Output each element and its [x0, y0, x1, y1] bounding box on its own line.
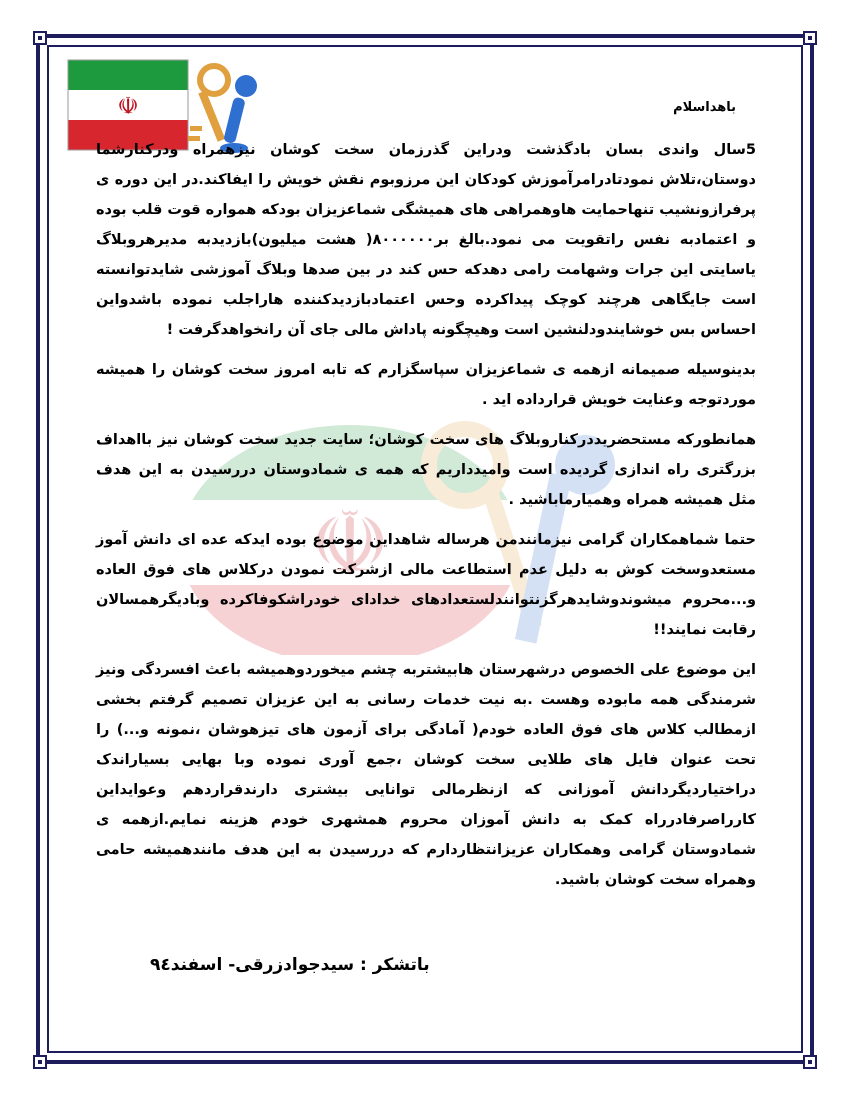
border-corner-bottom-right: [803, 1055, 817, 1069]
paragraph-golden-files: این موضوع علی الخصوص درشهرستان هابیشتربه چشم میخوردوهمیشه باعث افسردگی ونیز شرمندگی همه مابوده وهست .به نیت خدمات رسانی به این عزیزان تصمیم گرفتم بخشی ازمطالب کلاس های فوق العاده خودم( آمادگی برای آزمون های تیزهوشان ،نمونه و...) را تحت عنوان فایل های طلایی سخت کوشان ،جمع آوری نموده وبا بهایی بسیاراندک دراختیاردیگردانش آموزانی که ازنظرمالی توانایی بیشتری دارندقراردهم وعوایداین کارراصرفادرراه کمک به دانش آموزان محروم همشهری خودم هزینه نمایم.ازهمه ی شمادوستان گرامی وهمکاران عزیزانتظاردارم که دررسیدن به این هدف مانندهمیشه حامی وهمراه سخت کوشان باشید.: [96, 662, 756, 888]
paragraph-students: حتما شماهمکاران گرامی نیزمانندمن هرساله شاهداین موضوع بوده ایدکه عده ای دانش آموز مستعدوسخت کوش به دلیل عدم استطاعت مالی ازشرکت نمودن درکلاس های فوق العاده و...محروم میشوندوشایدهرگزنتوانندلستعدادهای خدادای خودراشکوفاکرده وبادیگرهمسالان رقابت نمایند!!: [96, 532, 756, 638]
border-corner-top-left: [33, 31, 47, 45]
svg-text:☫: ☫: [117, 92, 139, 120]
paragraph-new-site: همانطورکه مستحضریددرکناروبلاگ های سخت کوشان؛ سایت جدید سخت کوشان نیز بااهداف بزرگتری راه اندازی گردیده است وامیدداریم که همه ی شمادوستان دررسیدن به این هدف مثل همیشه همراه وهمیارماباشید .: [96, 432, 756, 508]
svg-text:☫: ☫: [309, 492, 391, 597]
border-corner-bottom-left: [33, 1055, 47, 1069]
letter-body: [96, 100, 756, 905]
paragraph-thanks: بدینوسیله صمیمانه ازهمه ی شماعزیزان سپاسگزارم که تابه امروز سخت کوشان را همیشه موردتوجه وعنایت خویش قرارداده اید .: [96, 362, 756, 408]
border-corner-top-right: [803, 31, 817, 45]
paragraph-anniversary: 5سال واندی بسان بادگذشت ودراین گذرزمان سخت کوشان نیزهمراه ودرکنارشما دوستان،تلاش نمودتادرامرآموزش کودکان این مرزوبوم نقش خویش را ایفاکند.در این دوره ی پرفرازونشیب تنهاحمایت هاوهمراهی های همیشگی شماعزیزان بودکه همواره قوت قلب بوده و اعتمادبه نفس راتقویت می نمود.بالغ بر۸۰۰۰۰۰۰( هشت میلیون)بازدیدبه مدیرهروبلاگ یاسایتی این جرات وشهامت رامی دهدکه حس کند در بین صدها وبلاگ آموزشی شایدتوانسته است جایگاهی هرچند کوچک پیداکرده وحس اعتمادبازدیدکننده هاراجلب نموده باشدواین احساس بس خوشایندودلنشین است وهیچگونه پاداش مالی جای آن رانخواهدگرفت !: [96, 142, 756, 338]
signature: باتشکر : سیدجوادزرقی- اسفند۹٤: [150, 955, 430, 975]
greeting: باهداسلام: [673, 100, 736, 115]
